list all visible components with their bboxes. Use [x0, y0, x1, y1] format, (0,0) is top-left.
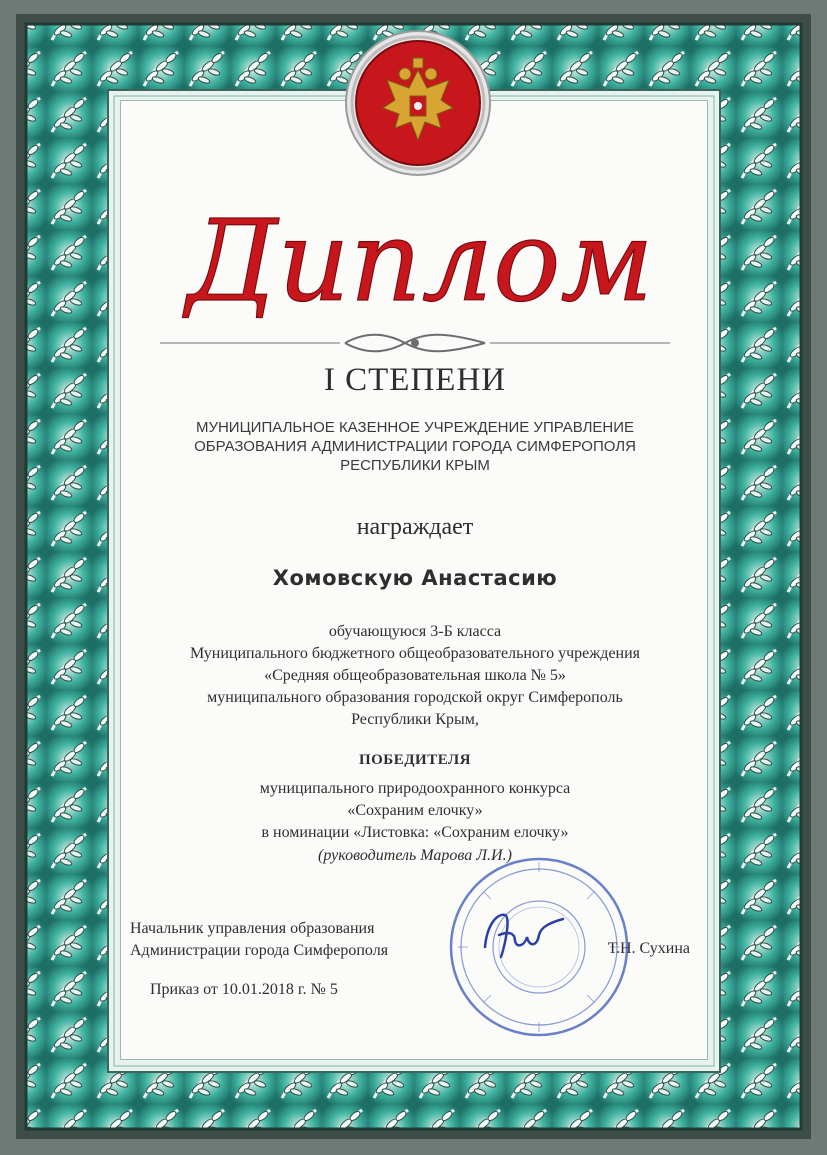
recipient-name: Хомовскую Анастасию [272, 566, 558, 590]
diploma-title [160, 170, 680, 340]
order-reference: Приказ от 10.01.2018 г. № 5 [150, 981, 338, 998]
signatory-line-1: Начальник управления образования [130, 920, 375, 937]
detail-line-4: муниципального образования городской округ Симферополь [207, 689, 623, 706]
status-label: ПОБЕДИТЕЛЯ [358, 752, 472, 768]
awards-verb: награждает [356, 514, 474, 540]
handwritten-signature [475, 905, 575, 965]
issuer-line-2: ОБРАЗОВАНИЯ АДМИНИСТРАЦИИ ГОРОДА СИМФЕРОПОЛЯ [194, 438, 636, 455]
issuer-line-3: РЕСПУБЛИКИ КРЫМ [340, 457, 490, 474]
russian-coat-of-arms-emblem [343, 28, 493, 178]
detail-line-1: обучающуюся 3-Б класса [328, 623, 502, 640]
ornament-divider [150, 330, 680, 356]
detail-line-3: «Средняя общеобразовательная школа № 5» [264, 667, 566, 684]
contest-line-2: «Сохраним елочку» [347, 802, 483, 819]
contest-line-3: в номинации «Листовка: «Сохраним елочку» [261, 824, 569, 841]
signatory-title [130, 918, 388, 962]
svg-text:Диплом: Диплом [186, 197, 654, 327]
detail-line-5: Республики Крым, [351, 711, 479, 728]
detail-line-2: Муниципального бюджетного общеобразовательного учреждения [189, 645, 641, 662]
signatory-name: Т.Н. Сухина [607, 940, 690, 957]
signatory-line-2: Администрации города Симферополя [130, 942, 389, 959]
supervisor-line: (руководитель Марова Л.И.) [318, 847, 512, 864]
issuer-line-1: МУНИЦИПАЛЬНОЕ КАЗЕННОЕ УЧРЕЖДЕНИЕ УПРАВЛЕНИЕ [195, 419, 635, 436]
contest-line-1: муниципального природоохранного конкурса [259, 780, 571, 797]
degree-label: I СТЕПЕНИ [323, 362, 507, 398]
